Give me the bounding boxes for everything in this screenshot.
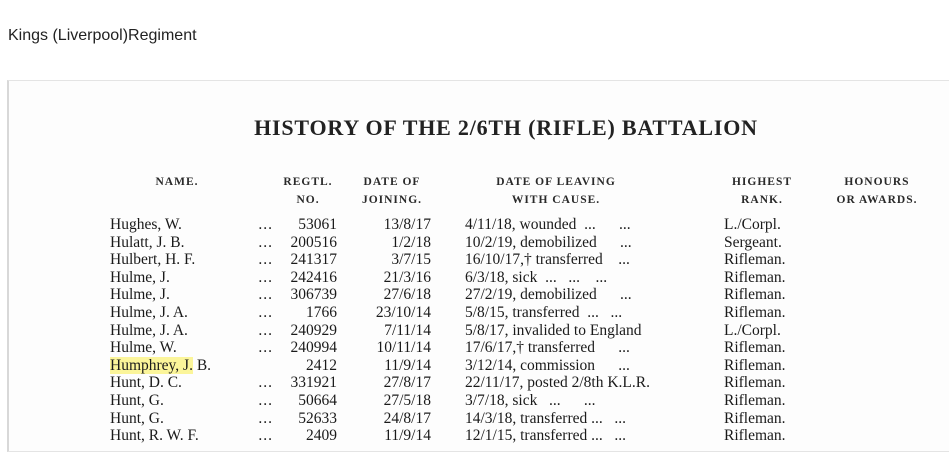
table-row [9,410,949,428]
table-row [9,286,949,304]
row-name: Hulme, J. [110,286,170,304]
row-name: Hulme, J. A. [110,321,188,339]
row-regtl-no: 306739 [290,286,337,304]
row-date-joined: 11/9/14 [384,427,431,445]
column-header-name: NAME. [155,176,199,188]
row-rank: Rifleman. [724,356,786,374]
table-row [9,322,949,340]
row-name: Hunt, D. C. [110,374,182,392]
row-rank: Rifleman. [724,268,786,286]
row-date-left: 12/1/15, transferred ... ... [465,427,626,445]
table-row [9,339,949,357]
row-date-joined: 10/11/14 [376,339,431,357]
row-name: Hulme, J. [110,268,170,286]
row-name: Hughes, W. [110,216,182,233]
row-date-left: 27/2/19, demobilized ... [465,286,632,304]
row-regtl-no: 240994 [290,339,337,357]
row-name: Hulme, J. A. [110,304,188,321]
row-regtl-no: 2412 [306,356,337,374]
row-name: Hulme, W. [110,339,177,357]
column-header-date-of-joining: DATE OF JOINING. [361,176,423,206]
row-leader-dots: ... [258,233,273,251]
table-row [9,304,949,322]
row-rank: Rifleman. [724,409,786,427]
table-row [9,392,949,410]
row-leader-dots: ... [258,268,273,286]
row-rank: L./Corpl. [724,321,781,339]
table-row [9,234,949,252]
column-header-honours: HONOURS OR AWARDS. [836,176,918,206]
row-name: Hulatt, J. B. [110,233,185,251]
row-regtl-no: 241317 [290,251,337,269]
row-date-joined: 27/8/17 [383,374,431,392]
row-date-left: 5/8/15, transferred ... ... [465,304,623,321]
row-name-rest: B. [192,356,212,374]
row-date-joined: 23/10/14 [375,304,431,321]
row-rank: Rifleman. [724,286,786,304]
row-date-joined: 27/5/18 [383,392,431,409]
document-title: HISTORY OF THE 2/6TH (RIFLE) BATTALION [254,115,758,140]
row-date-joined: 3/7/15 [391,251,431,269]
table-row [9,374,949,392]
row-rank: Rifleman. [724,427,786,445]
row-date-left: 5/8/17, invalided to England [465,321,642,339]
highlighted-name: Humphrey, J. [110,356,193,374]
row-date-left: 22/11/17, posted 2/8th K.L.R. [465,374,650,392]
document-scan-image [7,80,949,452]
table-row [9,216,949,234]
row-name [110,357,211,375]
row-date-left: 14/3/18, transferred ... ... [465,409,626,427]
table-row [9,269,949,287]
row-regtl-no: 1766 [306,304,337,321]
column-header-date-of-leaving: DATE OF LEAVING WITH CAUSE. [496,176,616,206]
row-name: Hunt, G. [110,392,164,409]
table-row [9,357,949,375]
row-leader-dots: ... [258,216,273,233]
row-date-joined: 27/6/18 [383,286,431,304]
row-rank: Sergeant. [724,233,782,251]
row-leader-dots: ... [258,392,273,409]
row-date-joined: 1/2/18 [391,233,431,251]
row-regtl-no: 2409 [306,427,337,445]
row-regtl-no: 240929 [290,321,337,339]
row-rank: Rifleman. [724,392,786,409]
table-row [9,427,949,445]
row-rank: Rifleman. [724,339,786,357]
row-date-left: 16/10/17,† transferred ... [465,251,630,269]
row-leader-dots: ... [258,321,273,339]
column-header-regtl-no: REGTL. NO. [283,176,333,206]
row-date-left: 3/7/18, sick ... ... [465,392,596,409]
row-date-left: 4/11/18, wounded ... ... [465,216,631,233]
row-date-left: 6/3/18, sick ... ... ... [465,268,608,286]
row-leader-dots: ... [258,339,273,357]
row-date-joined: 7/11/14 [384,321,431,339]
row-date-left: 10/2/19, demobilized ... [465,233,632,251]
row-regtl-no: 52633 [298,409,337,427]
row-name: Hulbert, H. F. [110,251,196,269]
table-row [9,251,949,269]
row-name: Hunt, R. W. F. [110,427,199,445]
row-date-left: 3/12/14, commission ... [465,356,630,374]
row-date-joined: 13/8/17 [383,216,431,233]
row-date-joined: 11/9/14 [384,356,431,374]
row-leader-dots: ... [258,427,273,445]
row-rank: L./Corpl. [724,216,781,233]
row-leader-dots: ... [258,409,273,427]
row-leader-dots: ... [258,286,273,304]
row-leader-dots: ... [258,304,273,321]
row-regtl-no: 50664 [298,392,337,409]
row-regtl-no: 331921 [290,374,337,392]
row-leader-dots: ... [258,374,273,392]
row-rank: Rifleman. [724,251,786,269]
row-regtl-no: 200516 [290,233,337,251]
page-heading: Kings (Liverpool)Regiment [8,27,197,44]
column-header-highest-rank: HIGHEST RANK. [731,176,793,206]
row-regtl-no: 53061 [298,216,337,233]
row-rank: Rifleman. [724,374,786,392]
row-rank: Rifleman. [724,304,786,321]
row-date-joined: 21/3/16 [383,268,431,286]
row-date-left: 17/6/17,† transferred ... [465,339,630,357]
row-leader-dots: ... [258,251,273,269]
row-regtl-no: 242416 [290,268,337,286]
row-date-joined: 24/8/17 [383,409,431,427]
row-name: Hunt, G. [110,409,164,427]
